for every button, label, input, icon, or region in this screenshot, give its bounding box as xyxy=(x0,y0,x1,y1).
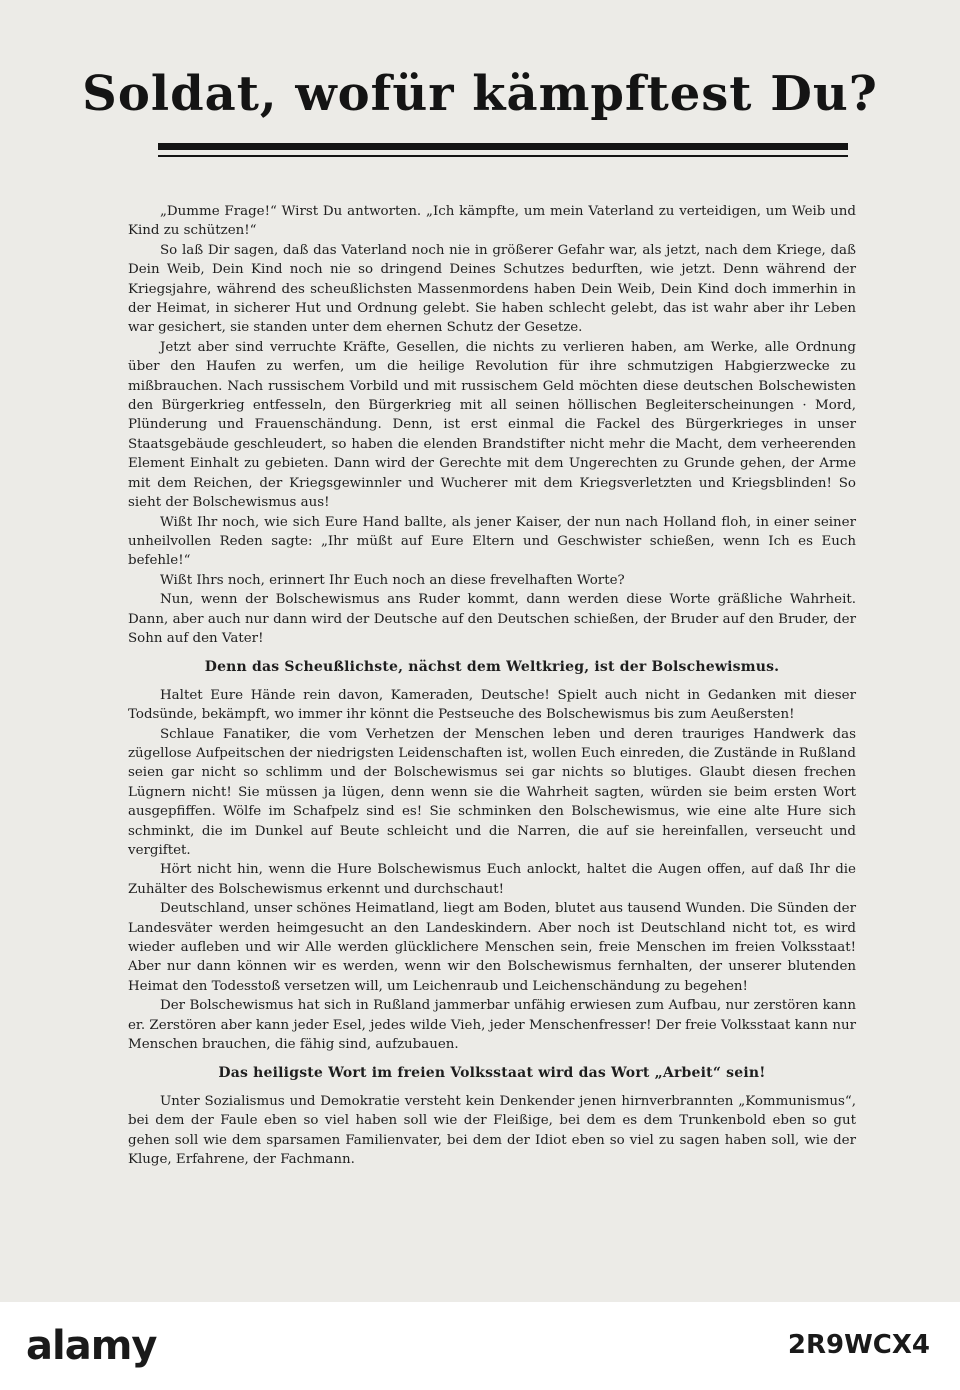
paragraph: „Dumme Frage!“ Wirst Du antworten. „Ich kämpfte, um mein Vaterland zu verteidigen, um Weib und Kind zu schützen!“ xyxy=(128,204,856,239)
paragraph: Haltet Eure Hände rein davon, Kameraden, Deutsche! Spielt auch nicht in Gedanken mit dieser Todsünde, bekämpft, wo immer ihr könnt die Pestseuche des Bolschewismus bis zum Aeußersten! xyxy=(128,687,856,723)
paragraph: Schlaue Fanatiker, die vom Verhetzen der Menschen leben und deren trauriges Handwerk das zügellose Aufpeitschen der niedrigsten Leidenschaften ist, wollen Euch einreden, die Zustände in Rußland seien gar nicht so schlimm und der Bolschewismus sei gar nichts so blutiges. Glaubt diesen frechen Lügnern nicht! Sie müssen ja lügen, denn wenn sie die Wahrheit sagten, würden sie beim ersten Wort ausgepfiffen. Wölfe im Schafpelz sind es! Sie schminken den Bolschewismus, wie eine alte Hure sich schminkt, die im Dunkel auf Beute schleicht und die Narren, die auf sie hereinfallen, verseucht und vergiftet. xyxy=(128,726,856,858)
paragraph: Der Bolschewismus hat sich in Rußland jammerbar unfähig erwiesen zum Aufbau, nur zerstören kann er. Zerstören aber kann jeder Esel, jedes wilde Vieh, jeder Menschenfresser! Der freie Volksstaat kann nur Menschen brauchen, die fähig sind, aufzubauen. xyxy=(128,998,856,1053)
paragraph: Wißt Ihr noch, wie sich Eure Hand ballte, als jener Kaiser, der nun nach Holland floh, in einer seiner unheilvollen Reden sagte: „Ihr müßt auf Eure Eltern und Geschwister schießen, wenn Ich es Euch befehle!“ xyxy=(128,514,856,569)
title-rule-thick xyxy=(158,143,848,150)
paragraph: Unter Sozialismus und Demokratie versteht kein Denkender jenen hirnverbrannten „Kommunismus“, bei dem der Faule eben so viel haben soll wie der Fleißige, bei dem es dem Trunkenbold eben so gut gehen soll wie dem sparsamen Familienvater, bei dem der Idiot eben so viel zu sagen haben soll, wie der Kluge, Erfahrene, der Fachmann. xyxy=(128,1093,856,1168)
leaflet-body xyxy=(128,202,856,1170)
paragraph: Wißt Ihrs noch, erinnert Ihr Euch noch an diese frevelhaften Worte? xyxy=(160,572,625,588)
paragraph: So laß Dir sagen, daß das Vaterland noch nie in größerer Gefahr war, als jetzt, nach dem Kriege, daß Dein Weib, Dein Kind noch nie so dringend Deines Schutzes bedurften, wie jetzt. Denn während der Kriegsjahre, während des scheußlichsten Massenmordens haben Dein Weib, Dein Kind doch immerhin in der Heimat, in sicherer Hut und Ordnung gelebt. Sie haben schlecht gelebt, das ist wahr aber ihr Leben war gesichert, sie standen unter dem ehernen Schutz der Gesetze. xyxy=(128,242,856,336)
section-heading: Denn das Scheußlichste, nächst dem Weltkrieg, ist der Bolschewismus. xyxy=(204,659,780,676)
paragraph: Hört nicht hin, wenn die Hure Bolschewismus Euch anlockt, haltet die Augen offen, auf daß Ihr die Zuhälter des Bolschewismus erkennt und durchschaut! xyxy=(128,862,856,897)
paragraph: Nun, wenn der Bolschewismus ans Ruder kommt, dann werden diese Worte gräßliche Wahrheit. Dann, aber auch nur dann wird der Deutsche auf den Deutschen schießen, der Bruder auf den Bruder, der Sohn auf den Vater! xyxy=(128,592,856,646)
paragraph: Deutschland, unser schönes Heimatland, liegt am Boden, blutet aus tausend Wunden. Die Sünden der Landesväter werden heimgesucht an den Landeskindern. Aber noch ist Deutschland nicht tot, es wird wieder aufleben und wir Alle werden glücklichere Menschen sein, freie Menschen im freien Volksstaat! Aber nur dann können wir es werden, wenn wir den Bolschewismus fernhalten, der unserer blutenden Heimat den Todesstoß versetzen will, um Leichenraub und Leichenschändung zu begehen! xyxy=(128,901,856,994)
title-rule-thin xyxy=(158,155,848,157)
alamy-logo: alamy xyxy=(26,1323,157,1369)
image-id: 2R9WCX4 xyxy=(787,1330,930,1360)
section-heading: Das heiligste Wort im freien Volksstaat wird das Wort „Arbeit“ sein! xyxy=(218,1065,766,1082)
leaflet-title: Soldat, wofür kämpftest Du? xyxy=(82,66,878,122)
paragraph: Jetzt aber sind verruchte Kräfte, Gesellen, die nichts zu verlieren haben, am Werke, alle Ordnung über den Haufen zu werfen, um die heilige Revolution für ihre schmutzigen Habgierzwecke zu mißbrauchen. Nach russischem Vorbild und mit russischem Geld möchten diese deutschen Bolschewisten den Bürgerkrieg entfesseln, den Bürgerkrieg mit all seinen höllischen Begleiterscheinungen · Mord, Plünderung und Frauenschändung. Denn, ist erst einmal die Fackel des Bürgerkrieges in unser Staatsgebäude geschleudert, so haben die elenden Brandstifter nicht mehr die Macht, dem verheerenden Element Einhalt zu gebieten. Dann wird der Gerechte mit dem Ungerechten zu Grunde gehen, der Arme mit dem Reichen, der Kriegsgewinnler und Wucherer mit dem Kriegsverletzten und Kriegsblinden! So sieht der Bolschewismus aus! xyxy=(128,339,856,511)
